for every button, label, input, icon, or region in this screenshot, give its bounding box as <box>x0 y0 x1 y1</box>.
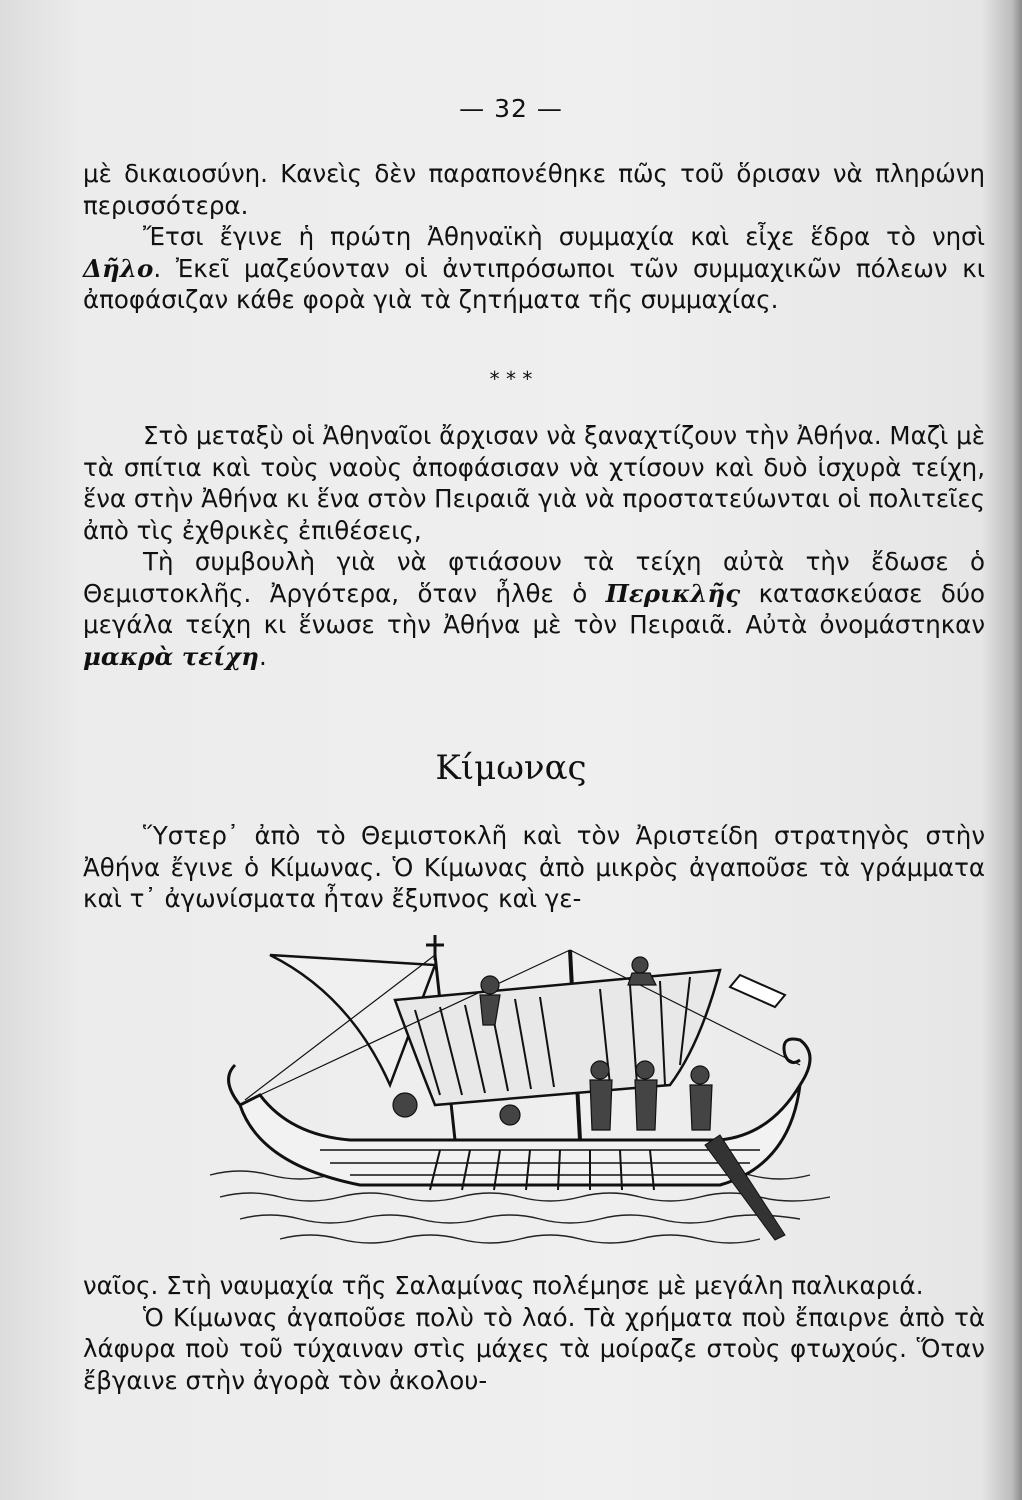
text-block-middle <box>83 420 985 672</box>
paragraph-4-text-e: . <box>259 641 267 671</box>
emphasis-delos: Δῆλο <box>83 253 154 283</box>
stern-scroll <box>784 1039 810 1085</box>
paragraph-1-line-2: πληρώνη περισσότερα. <box>83 159 985 220</box>
ancient-ship-illustration <box>200 935 840 1265</box>
mast-finial <box>426 935 444 960</box>
page-number: — 32 — <box>459 94 563 123</box>
text-block-bottom <box>83 1270 985 1396</box>
paragraph-1-line-1: μὲ δικαιοσύνη. Κανεὶς δὲν παραπονέθηκε πῶς τοῦ ὅρισαν νὰ <box>83 159 863 188</box>
paragraph-6: ναῖος. Στὴ ναυμαχία τῆς Σαλαμίνας πολέμησε μὲ μεγάλη παλικαριά. <box>83 1271 924 1300</box>
emphasis-pericles: Περικλῆς <box>605 578 741 608</box>
paragraph-2-text-c: . Ἐκεῖ μαζεύονταν οἱ ἀντιπρόσωποι τῶν συμμαχικῶν πόλεων κι ἀποφάσιζαν κάθε φορὰ γιὰ τὰ ζητήματα τῆς συμμαχίας. <box>83 253 985 314</box>
paragraph-2-text-a: Ἔτσι ἔγινε ἡ πρώτη Ἀθηναϊκὴ συμμαχία καὶ εἶχε ἕδρα τὸ νησὶ <box>143 222 985 251</box>
paragraph-5: Ὕστερ᾿ ἀπὸ τὸ Θεμιστοκλῆ καὶ τὸν Ἀριστείδη στρατηγὸς στὴν Ἀθήνα ἔγινε ὁ Κίμωνας. Ὁ Κίμωνας ἀπὸ μικρὸς ἀγαποῦσε τὰ γράμματα καὶ τ᾿ ἀγωνίσματα ἦταν ἔξυπνος καὶ γε- <box>83 821 985 913</box>
prow-ornament <box>229 1065 240 1105</box>
ship-hull <box>240 1085 800 1185</box>
emphasis-long-walls: μακρὰ τείχη <box>83 641 259 671</box>
paragraph-2 <box>83 221 985 316</box>
section-break-asterisks: * * * <box>489 367 533 391</box>
paragraph-3: Στὸ μεταξὺ οἱ Ἀθηναῖοι ἄρχισαν νὰ ξαναχτίζουν τὴν Ἀθήνα. Μαζὶ μὲ τὰ σπίτια καὶ τοὺς ναοὺς ἀποφάσισαν νὰ χτίσουν καὶ δυὸ ἰσχυρὰ τείχη, ἕνα στὴν Ἀθήνα κι ἕνα στὸν Πειραιᾶ γιὰ νὰ προστατεύωνται οἱ πολιτεῖες ἀπὸ τὶς ἐχθρικὲς ἐπιθέσεις, <box>83 421 985 545</box>
text-block-kimon <box>83 820 985 915</box>
paragraph-4 <box>83 546 985 672</box>
paragraph-4-text-a: Τὴ συμβουλὴ γιὰ νὰ φτιάσουν τὰ τείχη αὐτὰ τὴν ἔδωσε ὁ Θεμιστοκλῆς. Ἀργότερα, ὅταν ἦλθε ὁ <box>83 547 985 608</box>
section-title: Κίμωνας <box>435 748 587 788</box>
main-sail <box>395 970 720 1105</box>
text-block-top <box>83 158 985 316</box>
pennant-flag <box>730 975 785 1007</box>
paragraph-7: Ὁ Κίμωνας ἀγαποῦσε πολὺ τὸ λαό. Τὰ χρήματα ποὺ ἔπαιρνε ἀπὸ τὰ λάφυρα ποὺ τοῦ τύχαιναν στὶς μάχες τὰ μοίραζε στοὺς φτωχούς. Ὅταν ἔβγαινε στὴν ἀγορὰ τὸν ἀκολου- <box>83 1302 985 1395</box>
paragraph-1 <box>83 158 985 221</box>
paragraph-4-text-c: κατασκεύασε δύο μεγάλα τείχη κι ἕνωσε τὴν Ἀθήνα μὲ τὸν Πειραιᾶ. Αὐτὰ ὀνομάστηκαν <box>83 578 985 639</box>
